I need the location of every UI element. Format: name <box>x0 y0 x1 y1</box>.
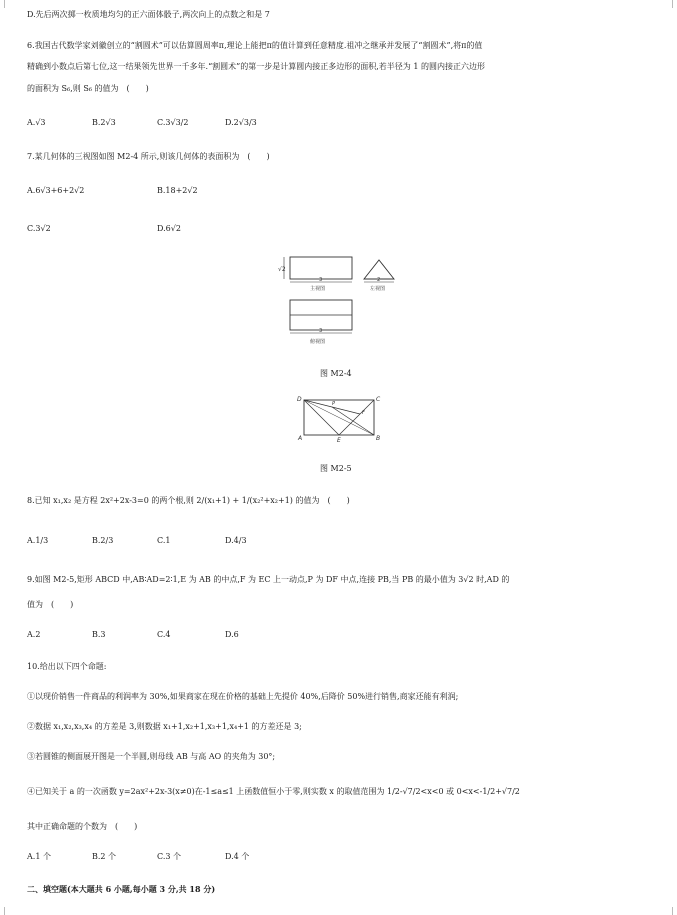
corner-mark-bottom-right <box>664 907 673 915</box>
q10-option-d: D.4 个 <box>225 852 250 861</box>
segment-d-b <box>304 400 374 435</box>
front-view-width-dim: 3 <box>319 277 323 283</box>
q8-option-c: C.1 <box>157 536 171 545</box>
q7-option-c: C.3√2 <box>27 224 51 233</box>
corner-mark-bottom-left <box>4 907 13 915</box>
corner-mark-top-right <box>664 0 673 8</box>
q6-option-a: A.√3 <box>27 118 46 127</box>
point-label-e: E <box>337 437 341 444</box>
section-heading-fill-in: 二、填空题(本大题共 6 小题,每小题 3 分,共 18 分) <box>27 884 216 894</box>
q6-stem-line1: 6.我国古代数学家刘徽创立的“割圆术”可以估算圆周率π,理论上能把π的值计算到任意精度.祖冲之继承并发展了“割圆术”,将π的值 <box>27 41 483 50</box>
q6-option-d: D.2√3/3 <box>225 118 257 127</box>
q9-option-a: A.2 <box>27 630 41 639</box>
point-label-p: P <box>332 401 336 407</box>
point-label-b: B <box>376 435 381 442</box>
q7-option-a: A.6√3+6+2√2 <box>27 186 85 195</box>
q10-option-a: A.1 个 <box>27 852 51 861</box>
front-view-height-dim: √2 <box>278 266 286 273</box>
point-label-f: F <box>362 410 365 416</box>
q8-option-a: A.1/3 <box>27 536 49 545</box>
corner-mark-top-left <box>4 0 13 8</box>
q9-stem-line2: 值为 ( ) <box>27 600 74 609</box>
q10-proposition-1: ①以现价销售一件商品的利润率为 30%,如果商家在现在价格的基础上先提价 40%,后降价 50%进行销售,商家还能有利润; <box>27 692 459 701</box>
q6-option-b: B.2√3 <box>92 118 116 127</box>
q6-stem-line3: 的面积为 S₆,则 S₆ 的值为 ( ) <box>27 84 149 93</box>
point-label-a: A <box>298 435 303 442</box>
side-view-width-dim: 2 <box>377 277 381 283</box>
q7-option-d: D.6√2 <box>157 224 181 233</box>
side-view-label: 左视图 <box>370 286 386 292</box>
q9-option-c: C.4 <box>157 630 171 639</box>
q10-stem: 10.给出以下四个命题: <box>27 662 107 671</box>
q6-stem-line2: 精确到小数点后第七位,这一结果领先世界一千多年.“割圆术”的第一步是计算圆内接正多边形的面积,若半径为 1 的圆内接正六边形 <box>27 62 485 71</box>
front-view-label: 主视图 <box>310 286 326 292</box>
top-view-label: 俯视图 <box>310 339 326 345</box>
q10-proposition-3: ③若圆锥的侧面展开图是一个半圆,则母线 AB 与高 AO 的夹角为 30°; <box>27 752 276 761</box>
q10-option-c: C.3 个 <box>157 852 182 861</box>
q10-question: 其中正确命题的个数为 ( ) <box>27 822 138 831</box>
q10-proposition-2: ②数据 x₁,x₂,x₃,x₄ 的方差是 3,则数据 x₁+1,x₂+1,x₃+1,x₄+1 的方差还是 3; <box>27 722 302 731</box>
segment-ec <box>339 400 374 435</box>
top-view-width-dim: 3 <box>319 328 323 334</box>
q9-stem-line1: 9.如图 M2-5,矩形 ABCD 中,AB∶AD=2∶1,E 为 AB 的中点,F 为 EC 上一动点,P 为 DF 中点,连接 PB,当 PB 的最小值为 3√2 时,AD 的 <box>27 575 510 584</box>
q6-option-c: C.3√3/2 <box>157 118 189 127</box>
q8-option-b: B.2/3 <box>92 536 114 545</box>
q8-stem: 8.已知 x₁,x₂ 是方程 2x²+2x-3=0 的两个根,则 2/(x₁+1) + 1/(x₂²+x₂+1) 的值为 ( ) <box>27 496 350 505</box>
rectangle-figure <box>296 394 386 444</box>
segment-pb <box>332 407 374 435</box>
q9-option-d: D.6 <box>225 630 239 639</box>
q5-option-d: D.先后两次掷一枚质地均匀的正六面体骰子,两次向上的点数之和是 7 <box>27 10 270 19</box>
q7-stem: 7.某几何体的三视图如图 M2-4 所示,则该几何体的表面积为 ( ) <box>27 152 270 161</box>
front-view-rect <box>290 257 352 279</box>
q10-proposition-4: ④已知关于 a 的一次函数 y=2ax²+2x-3(x≠0)在-1≤a≤1 上函数值恒小于零,则实数 x 的取值范围为 1/2-√7/2<x<0 或 0<x<-1/2+√7/2 <box>27 787 520 796</box>
figure-m2-4-caption: 图 M2-4 <box>320 369 352 378</box>
point-label-d: D <box>297 396 302 403</box>
figure-m2-5-caption: 图 M2-5 <box>320 464 352 473</box>
q7-option-b: B.18+2√2 <box>157 186 198 195</box>
q8-option-d: D.4/3 <box>225 536 247 545</box>
point-label-c: C <box>376 396 381 403</box>
three-view-figure <box>276 252 406 352</box>
q10-option-b: B.2 个 <box>92 852 117 861</box>
q9-option-b: B.3 <box>92 630 106 639</box>
